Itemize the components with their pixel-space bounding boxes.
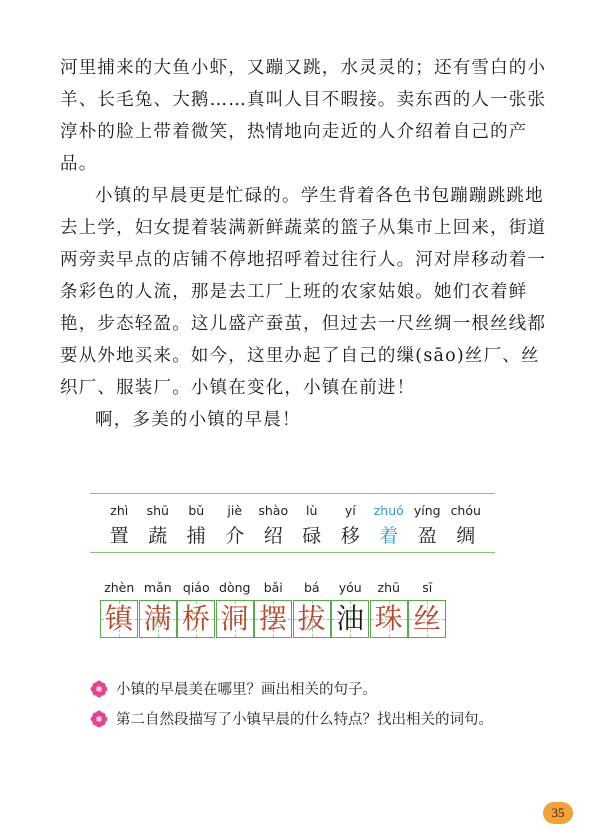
write-vocab-item bbox=[100, 580, 139, 638]
read-vocab-item bbox=[447, 503, 486, 548]
write-vocab-pinyin: sī bbox=[422, 580, 433, 595]
read-vocab-item bbox=[139, 503, 178, 548]
write-vocab-item bbox=[408, 580, 447, 638]
flower-icon bbox=[90, 710, 108, 728]
read-vocab-char: 蔬 bbox=[148, 525, 168, 547]
write-vocab-char: 油 bbox=[335, 602, 364, 635]
writing-grid bbox=[331, 600, 369, 638]
write-vocab-pinyin: bá bbox=[303, 580, 320, 595]
write-vocab-pinyin: dòng bbox=[219, 580, 251, 595]
read-vocab-item bbox=[331, 503, 370, 548]
question-1-text: 小镇的早晨美在哪里？画出相关的句子。 bbox=[116, 682, 377, 698]
paragraph-2: 小镇的早晨更是忙碌的。学生背着各色书包蹦蹦跳跳地去上学，妇女提着装满新鲜蔬菜的篮子从集市上回来，街道两旁卖早点的店铺不停地招呼着过往行人。河对岸移动着一条彩色的人流，那是去工厂上班的农家姑娘。她们衣着鲜艳，步态轻盈。这儿盛产蚕茧，但过去一尺丝绸一根丝线都要从外地买来。如今，这里办起了自己的缫(sāo)丝厂、丝织厂、服装厂。小镇在变化，小镇在前进！ bbox=[60, 186, 547, 398]
write-vocab-item bbox=[293, 580, 332, 638]
write-vocab-pinyin: qiáo bbox=[182, 580, 210, 595]
question-1 bbox=[90, 678, 377, 699]
paragraph-1: 河里捕来的大鱼小虾，又蹦又跳，水灵灵的；还有雪白的小羊、长毛兔、大鹅……真叫人目不暇接。卖东西的人一张张淳朴的脸上带着微笑，热情地向走近的人介绍着自己的产品。 bbox=[60, 58, 547, 174]
write-vocab-pinyin: mǎn bbox=[143, 580, 172, 595]
writing-grid bbox=[254, 600, 292, 638]
read-vocab-item bbox=[254, 503, 293, 548]
writing-grid bbox=[139, 600, 177, 638]
read-vocab-char: 盈 bbox=[417, 525, 437, 547]
write-vocab-char: 摆 bbox=[258, 602, 287, 635]
write-vocab-char: 满 bbox=[143, 602, 172, 635]
writing-grid bbox=[216, 600, 254, 638]
read-vocab-pinyin: chóu bbox=[450, 503, 481, 518]
writing-grid bbox=[177, 600, 215, 638]
read-vocab-char: 绍 bbox=[263, 525, 283, 547]
read-vocab-row bbox=[100, 503, 485, 548]
write-vocab-char: 洞 bbox=[220, 602, 249, 635]
writing-grid bbox=[293, 600, 331, 638]
read-vocab-item bbox=[370, 503, 409, 548]
write-vocab-char: 镇 bbox=[104, 602, 133, 635]
paragraph-3: 啊，多美的小镇的早晨！ bbox=[95, 410, 301, 430]
write-vocab-item bbox=[331, 580, 370, 638]
write-vocab-item bbox=[216, 580, 255, 638]
read-vocab-item bbox=[408, 503, 447, 548]
write-vocab-char: 珠 bbox=[374, 602, 403, 635]
writing-grid bbox=[100, 600, 138, 638]
write-vocab-pinyin: yóu bbox=[338, 580, 362, 595]
writing-grid bbox=[370, 600, 408, 638]
read-vocab-char: 介 bbox=[225, 525, 245, 547]
read-vocab-pinyin: yíng bbox=[413, 503, 441, 518]
write-vocab-char: 丝 bbox=[412, 602, 441, 635]
write-vocab-char: 拔 bbox=[297, 602, 326, 635]
read-vocab-char: 移 bbox=[340, 525, 360, 547]
read-vocab-pinyin: zhì bbox=[110, 503, 129, 518]
question-2-text: 第二自然段描写了小镇早晨的什么特点？找出相关的词句。 bbox=[116, 712, 493, 728]
read-vocab-char: 捕 bbox=[186, 525, 206, 547]
vocab-middle-rule bbox=[90, 552, 495, 553]
reading-text bbox=[60, 52, 554, 436]
write-vocab-item bbox=[254, 580, 293, 638]
read-vocab-pinyin: bǔ bbox=[188, 503, 205, 518]
page-number: 35 bbox=[543, 802, 573, 824]
read-vocab-char: 绸 bbox=[456, 525, 476, 547]
read-vocab-pinyin: yí bbox=[344, 503, 356, 518]
write-vocab-item bbox=[139, 580, 178, 638]
read-vocab-pinyin: shào bbox=[258, 503, 289, 518]
write-vocab-item bbox=[370, 580, 409, 638]
read-vocab-char: 着 bbox=[379, 525, 399, 547]
write-vocab-row bbox=[100, 580, 447, 638]
read-vocab-item bbox=[293, 503, 332, 548]
read-vocab-item bbox=[177, 503, 216, 548]
write-vocab-pinyin: zhū bbox=[377, 580, 400, 595]
read-vocab-pinyin: lù bbox=[306, 503, 318, 518]
vocab-top-rule bbox=[90, 493, 495, 494]
write-vocab-pinyin: zhèn bbox=[104, 580, 135, 595]
read-vocab-pinyin: shū bbox=[146, 503, 169, 518]
write-vocab-char: 桥 bbox=[181, 602, 210, 635]
write-vocab-item bbox=[177, 580, 216, 638]
read-vocab-char: 碌 bbox=[302, 525, 322, 547]
write-vocab-pinyin: bǎi bbox=[263, 580, 283, 595]
read-vocab-pinyin: zhuó bbox=[373, 503, 404, 518]
writing-grid bbox=[408, 600, 446, 638]
read-vocab-pinyin: jiè bbox=[227, 503, 243, 518]
question-2 bbox=[90, 708, 493, 729]
read-vocab-char: 置 bbox=[109, 525, 129, 547]
flower-icon bbox=[90, 680, 108, 698]
read-vocab-item bbox=[216, 503, 255, 548]
read-vocab-item bbox=[100, 503, 139, 548]
